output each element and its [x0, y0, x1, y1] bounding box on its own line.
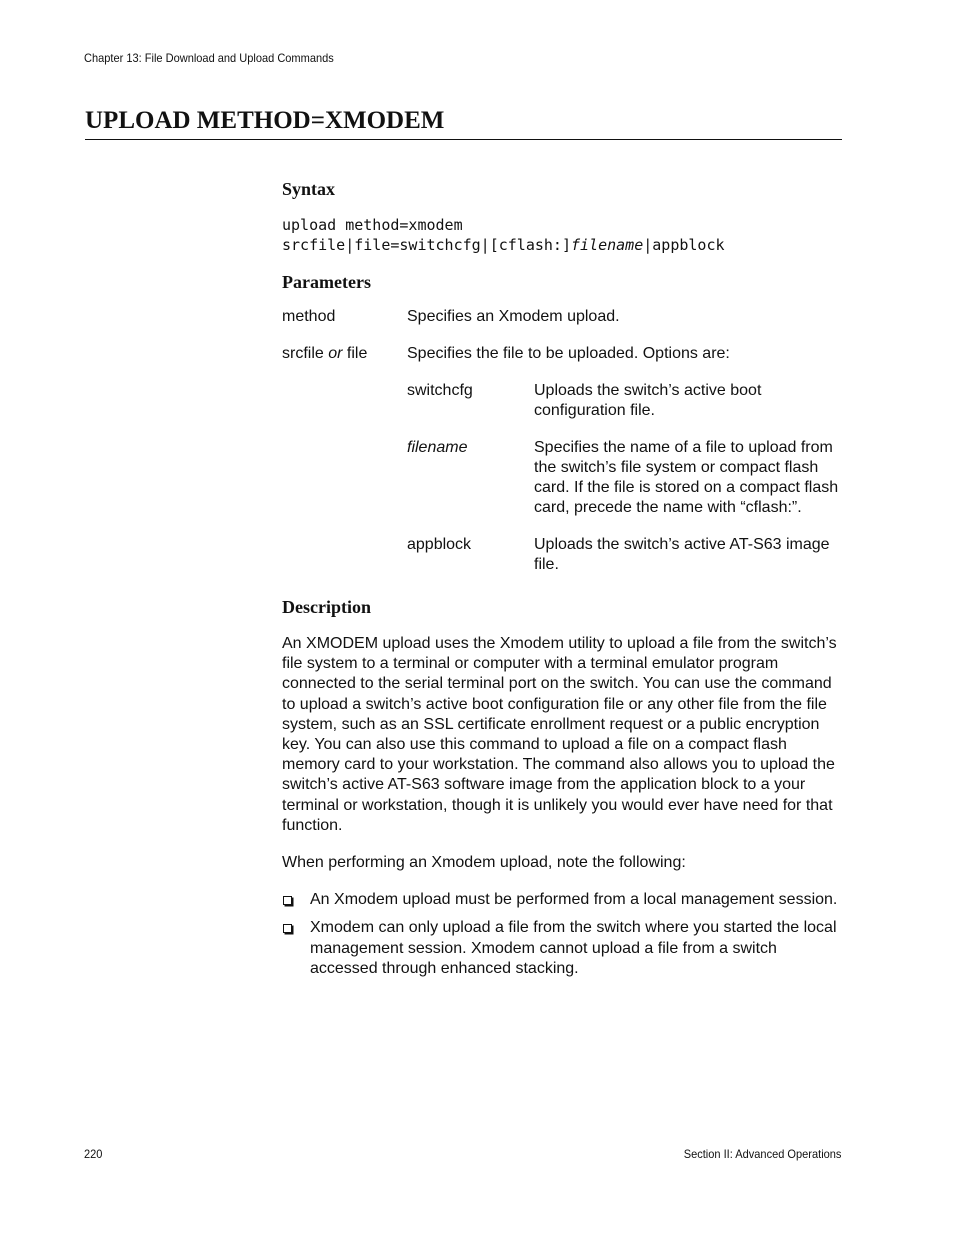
list-item: [282, 890, 842, 910]
param-desc: Specifies the file to be uploaded. Options are:: [407, 345, 730, 362]
param-name: [282, 344, 407, 364]
note-list: [282, 890, 842, 979]
option-name: [407, 438, 534, 518]
option-name: appblock: [407, 536, 472, 553]
syntax-line-2-prefix: srcfile|file=switchcfg|[cflash:]: [282, 236, 571, 254]
param-name-or: or: [328, 345, 343, 362]
running-header: Chapter 13: File Download and Upload Commands: [84, 51, 334, 65]
option-row-switchcfg: [407, 381, 842, 421]
checkbox-bullet-icon: [282, 918, 310, 979]
list-item: [282, 918, 842, 979]
page-title: UPLOAD METHOD=XMODEM: [85, 106, 842, 140]
page-number: 220: [84, 1147, 103, 1161]
param-desc: Specifies an Xmodem upload.: [407, 308, 620, 325]
param-row-srcfile: [282, 344, 842, 364]
option-desc: Specifies the name of a file to upload from the switch’s file system or compact flash card. If the file is stored on a compact flash card, precede the name with “cflash:”.: [534, 439, 839, 516]
syntax-line-1: upload method=xmodem: [282, 216, 463, 234]
description-paragraph: When performing an Xmodem upload, note the following:: [282, 854, 686, 872]
parameters-heading: Parameters: [282, 272, 371, 292]
syntax-line-2-suffix: |appblock: [643, 236, 725, 254]
option-desc: Uploads the switch’s active AT-S63 image file.: [534, 536, 830, 573]
syntax-line-2: [282, 235, 842, 255]
syntax-filename-placeholder: filename: [570, 236, 644, 254]
description-heading: Description: [282, 597, 371, 617]
param-row-method: [282, 307, 842, 327]
param-name: method: [282, 308, 336, 325]
syntax-block: [282, 215, 842, 255]
option-row-appblock: [407, 535, 842, 575]
description-paragraph: An XMODEM upload uses the Xmodem utility to upload a file from the switch’s file system to a terminal or computer with a terminal emulator program connected to the serial terminal port on the switch. You can use the command to upload a switch’s active boot configuration file or any other file from the file system, such as an SSL certificate enrollment request or a public encryption key. You can also use this command to upload a file on a compact flash memory card to your workstation. The command also allows you to upload the switch’s active AT-S63 software image from the application block to a your terminal or workstation, though it is unlikely you would ever have need for that function.: [282, 635, 837, 834]
option-name-italic: filename: [407, 439, 468, 456]
param-name-part: file: [342, 345, 368, 362]
checkbox-bullet-icon: [282, 890, 310, 910]
page-content: [282, 178, 842, 987]
list-item-text: Xmodem can only upload a file from the switch where you started the local management session. Xmodem cannot upload a file from a switch accessed through enhanced stacking.: [310, 919, 837, 977]
option-row-filename: [407, 438, 842, 518]
syntax-heading: Syntax: [282, 179, 336, 199]
list-item-text: An Xmodem upload must be performed from a local management session.: [310, 891, 838, 909]
option-name: switchcfg: [407, 382, 473, 399]
option-desc: Uploads the switch’s active boot configuration file.: [534, 382, 762, 419]
param-name-part: srcfile: [282, 345, 329, 362]
running-footer: Section II: Advanced Operations: [683, 1147, 841, 1161]
